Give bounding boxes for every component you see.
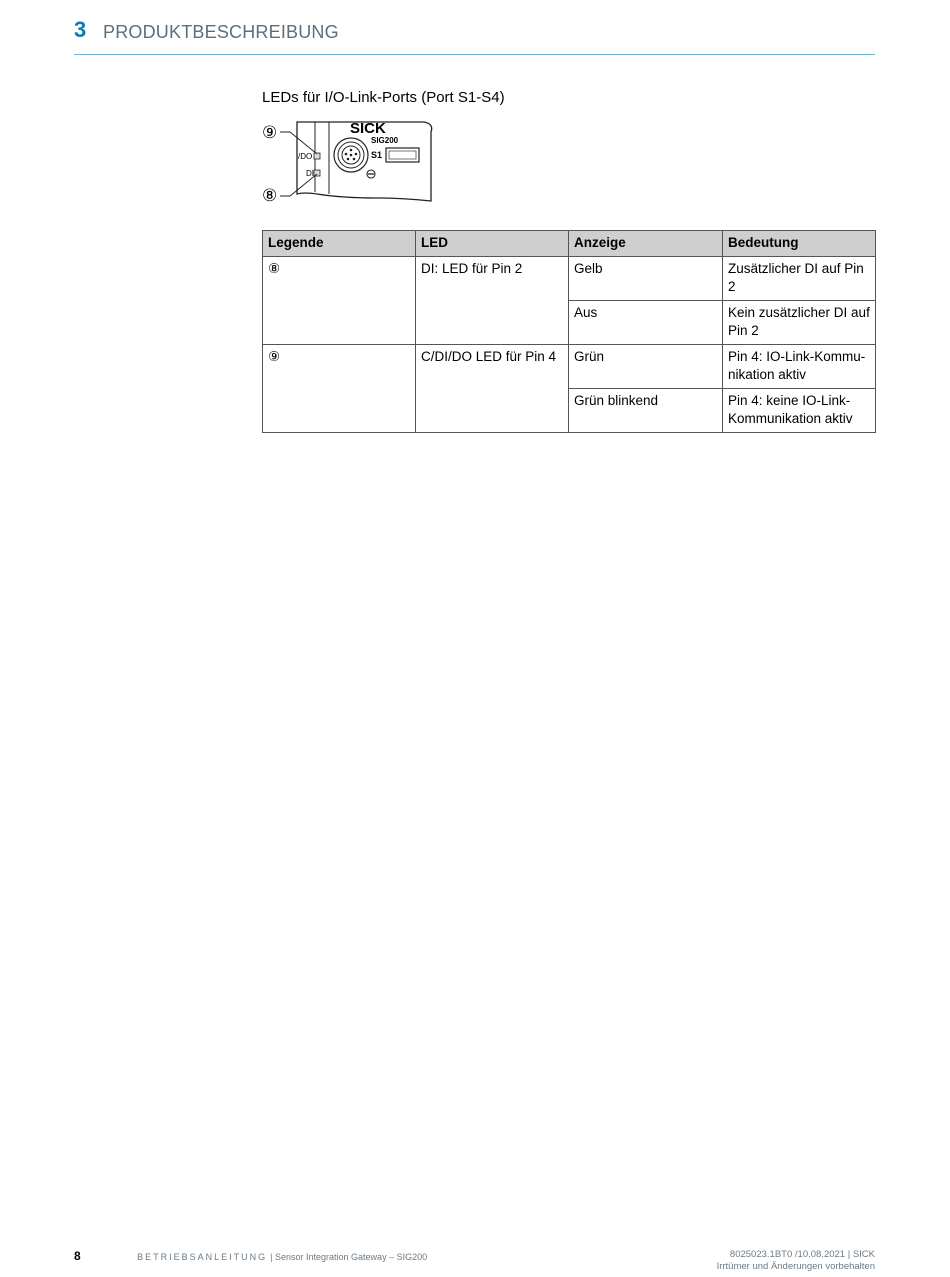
footer-separator: |	[270, 1252, 275, 1262]
device-illustration	[262, 116, 437, 208]
display-cell: Grün	[569, 345, 723, 389]
display-cell: Aus	[569, 301, 723, 345]
legend-cell: ⑧	[263, 257, 416, 345]
callout-9: ⑨	[262, 123, 278, 142]
document-name: Sensor Integration Gateway – SIG200	[275, 1252, 428, 1262]
meaning-cell: Kein zusätzlicher DI auf Pin 2	[723, 301, 876, 345]
legend-cell: ⑨	[263, 345, 416, 433]
table-header-row	[263, 231, 876, 257]
model-label: SIG200	[371, 136, 399, 145]
page-number: 8	[74, 1249, 81, 1263]
page-footer-left	[74, 1249, 427, 1264]
header-led: LED	[416, 231, 569, 257]
led-table	[262, 230, 876, 433]
display-cell: Grün blinkend	[569, 389, 723, 433]
led-label-di: DI	[306, 169, 314, 178]
brand-logo: SICK	[350, 120, 386, 137]
led-cell: C/DI/DO LED für Pin 4	[416, 345, 569, 433]
table-row	[263, 257, 876, 301]
led-label-do: /DO	[298, 152, 313, 161]
document-type: BETRIEBSANLEITUNG	[137, 1252, 268, 1262]
disclaimer: Irrtümer und Änderungen vorbehalten	[716, 1261, 875, 1272]
table-row	[263, 345, 876, 389]
header-meaning: Bedeutung	[723, 231, 876, 257]
device-led-figure	[262, 116, 437, 208]
document-id: 8025023.1BT0 /10.08.2021 | SICK	[729, 1249, 875, 1260]
display-cell: Gelb	[569, 257, 723, 301]
chapter-title: PRODUKTBESCHREIBUNG	[103, 22, 339, 42]
section-title: LEDs für I/O-Link-Ports (Port S1-S4)	[262, 89, 505, 106]
port-label: S1	[371, 150, 383, 160]
di-led	[314, 170, 320, 176]
meaning-cell: Pin 4: keine IO-Link-Kommunikation aktiv	[723, 389, 876, 433]
chapter-number: 3	[74, 17, 87, 42]
led-cell: DI: LED für Pin 2	[416, 257, 569, 345]
callout-8: ⑧	[262, 186, 278, 205]
header-display: Anzeige	[569, 231, 723, 257]
meaning-cell: Pin 4: IO-Link-Kommunikation aktiv	[723, 345, 876, 389]
page-footer-right	[717, 1249, 875, 1273]
header-legend: Legende	[263, 231, 416, 257]
page-header	[74, 16, 875, 55]
meaning-cell: Zusätzlicher DI auf Pin 2	[723, 257, 876, 301]
